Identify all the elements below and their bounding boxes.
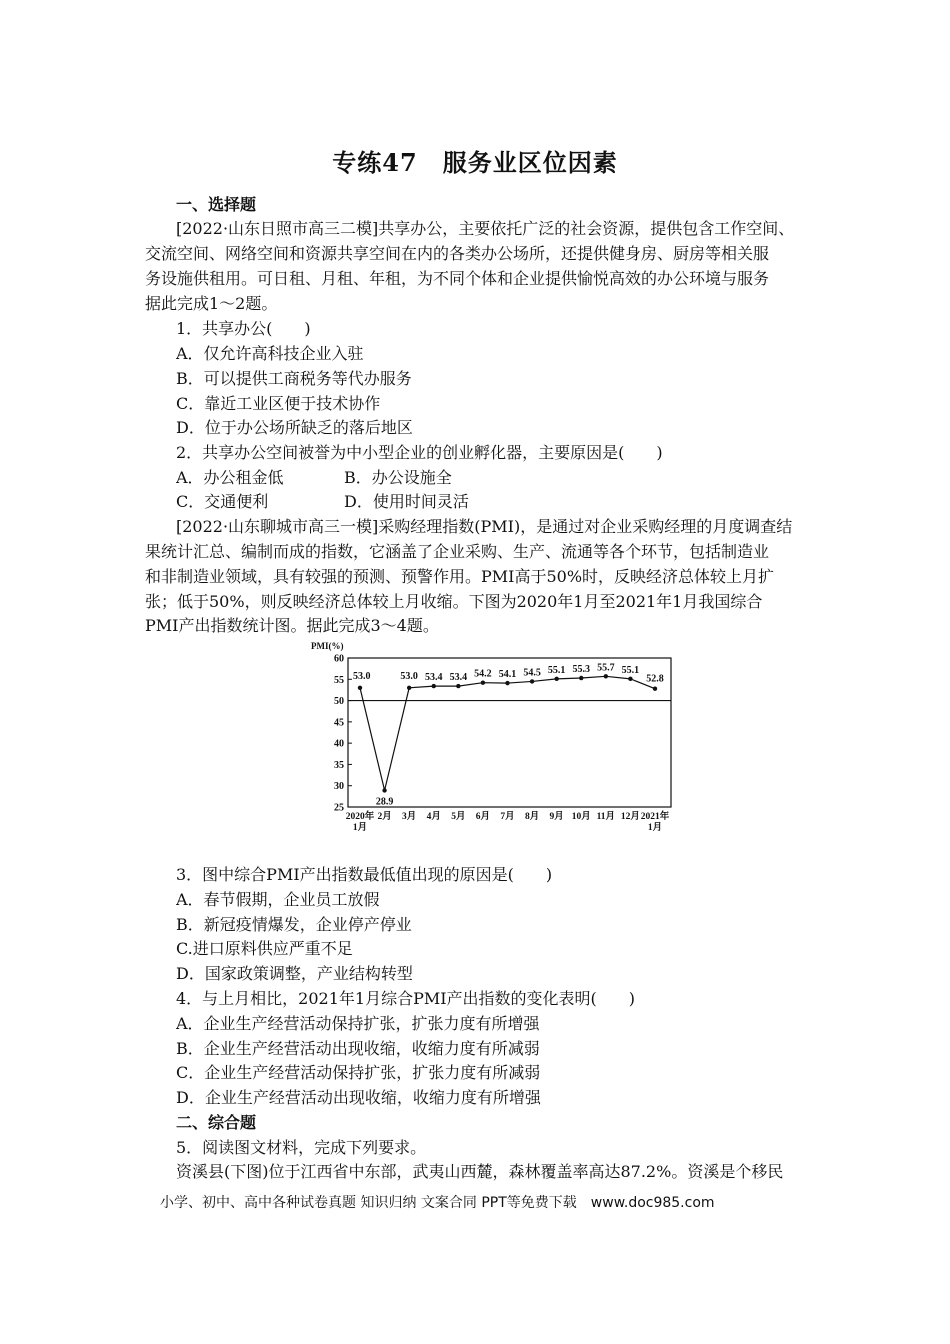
question-3-option-d: D．国家政策调整，产业结构转型 [176,964,413,983]
footer [160,1192,715,1212]
passage-1-line: [2022·山东日照市高三二模]共享办公，主要依托广泛的社会资源，提供包含工作空间、 [176,219,795,238]
question-4-option-b: B．企业生产经营活动出现收缩，收缩力度有所减弱 [176,1039,540,1058]
data-point [407,686,411,690]
question-5-stem: 5．阅读图文材料，完成下列要求。 [176,1138,427,1157]
x-tick-label: 6月 [475,812,491,822]
data-point [481,680,485,684]
question-4-option-d: D．企业生产经营活动出现收缩，收缩力度有所增强 [176,1088,541,1107]
data-label: 54.2 [474,668,492,680]
question-2-options-row [176,466,810,490]
y-tick-label: 55 [334,674,344,686]
data-label: 55.1 [621,664,640,676]
question-3-option-a: A．春节假期，企业员工放假 [176,890,380,909]
question-1-option-a: A．仅允许高科技企业入驻 [176,344,364,363]
x-tick-label: 8月 [524,812,540,822]
data-point [432,684,436,688]
x-tick-label: 1月 [647,823,663,833]
question-1-stem: 1．共享办公( ) [176,319,311,338]
question-4-stem: 4．与上月相比，2021年1月综合PMI产出指数的变化表明( ) [176,989,636,1008]
y-tick-label: 50 [334,696,344,708]
section-heading-comprehensive: 二、综合题 [176,1113,257,1132]
passage-2-line: 和非制造业领域，具有较强的预测、预警作用。PMI高于50%时，反映经济总体较上月扩 [145,567,775,586]
x-tick-label: 2月 [377,812,392,822]
passage-1-line: 务设施供租用。可日租、月租、年租，为不同个体和企业提供愉悦高效的办公环境与服务 [145,269,770,288]
data-point [628,677,632,681]
data-point [358,686,362,690]
passage-2-line: 张；低于50%，则反映经济总体较上月收缩。下图为2020年1月至2021年1月我国综合 [145,592,763,611]
data-label: 53.4 [449,672,468,684]
passage-1-line: 交流空间、网络空间和资源共享空间在内的各类办公场所，还提供健身房、厨房等相关服 [145,244,770,263]
data-point [530,679,534,683]
y-tick-label: 60 [334,653,344,665]
data-point [579,676,583,680]
passage-2-line: PMI产出指数统计图。据此完成3～4题。 [145,616,439,635]
x-tick-label: 1月 [352,823,368,833]
question-3-option-c: C.进口原料供应严重不足 [176,939,353,958]
question-4-option-c: C．企业生产经营活动保持扩张，扩张力度有所减弱 [176,1063,541,1082]
y-axis-label: PMI(%) [311,641,344,651]
data-label: 54.5 [523,667,541,679]
y-tick-label: 35 [334,759,344,771]
data-point [604,674,608,678]
data-label: 55.3 [572,664,590,676]
data-label: 55.1 [547,664,566,676]
y-tick-label: 30 [334,781,344,793]
data-label: 53.4 [425,672,443,684]
passage-1-line: 据此完成1～2题。 [145,294,278,313]
question-4-option-a: A．企业生产经营活动保持扩张，扩张力度有所增强 [176,1014,540,1033]
x-tick-label: 10月 [571,812,591,822]
data-point [505,681,509,685]
section-heading-choice: 一、选择题 [176,195,257,214]
question-2-option-b: B．办公设施全 [344,468,452,487]
passage-2-line: [2022·山东聊城市高三一模]采购经理指数(PMI)，是通过对企业采购经理的月度调查结 [176,517,793,536]
plot-frame [348,658,671,807]
passage-2-line: 果统计汇总、编制而成的指数，它涵盖了企业采购、生产、流通等各个环节，包括制造业 [145,542,770,561]
y-tick-label: 45 [334,717,344,729]
pmi-line-chart [305,640,680,840]
x-tick-label: 2020年 [345,812,375,822]
x-tick-label: 5月 [451,812,466,822]
data-point [653,686,657,690]
x-tick-label: 3月 [402,812,417,822]
series-line [360,676,655,790]
question-1-option-c: C．靠近工业区便于技术协作 [176,394,381,413]
data-label: 55.7 [597,662,615,674]
question-2-option-d: D．使用时间灵活 [344,492,469,511]
data-point [554,677,558,681]
data-label: 53.0 [353,670,371,682]
question-2-stem: 2．共享办公空间被誉为中小型企业的创业孵化器，主要原因是( ) [176,443,663,462]
data-label: 54.1 [498,669,517,681]
x-tick-label: 2021年 [640,812,670,822]
y-tick-label: 40 [334,738,344,750]
question-2-option-a: A．办公租金低 [176,468,284,487]
footer-link[interactable]: www.doc985.com [590,1195,715,1211]
data-label: 53.0 [400,670,418,682]
footer-text: 小学、初中、高中各种试卷真题 知识归纳 文案合同 PPT等免费下载 [160,1195,577,1211]
y-tick-label: 25 [334,802,344,814]
passage-3-line: 资溪县(下图)位于江西省中东部，武夷山西麓，森林覆盖率高达87.2%。资溪是个移民 [176,1162,784,1181]
question-3-option-b: B．新冠疫情爆发，企业停产停业 [176,915,412,934]
x-tick-label: 11月 [596,812,616,822]
x-tick-label: 9月 [549,812,564,822]
question-3-stem: 3．图中综合PMI产出指数最低值出现的原因是( ) [176,865,553,884]
data-label: 28.9 [375,796,394,808]
data-point [382,788,386,792]
question-1-option-d: D．位于办公场所缺乏的落后地区 [176,418,413,437]
page-title: 专练47 服务业区位因素 [332,148,618,177]
question-2-option-c: C．交通便利 [176,492,269,511]
data-label: 52.8 [646,673,664,685]
x-tick-label: 7月 [500,812,515,822]
question-1-option-b: B．可以提供工商税务等代办服务 [176,369,412,388]
x-tick-label: 4月 [426,812,441,822]
data-point [456,684,460,688]
question-2-options-row [176,490,810,514]
x-tick-label: 12月 [620,812,640,822]
